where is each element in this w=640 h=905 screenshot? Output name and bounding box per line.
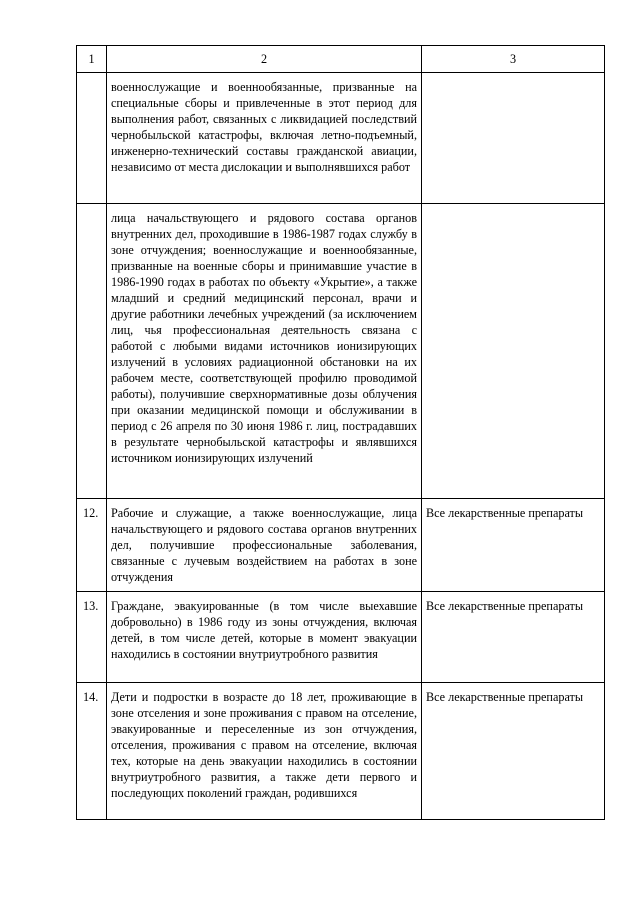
header-col-3: 3 (422, 46, 605, 73)
row-number (77, 73, 107, 204)
drug-coverage: Все лекарственные препараты (422, 683, 605, 820)
drug-coverage (422, 73, 605, 204)
row-number (77, 204, 107, 499)
header-col-2: 2 (107, 46, 422, 73)
table-header-row (77, 46, 605, 73)
table-row (77, 204, 605, 499)
drug-coverage: Все лекарственные препараты (422, 499, 605, 592)
table-row (77, 683, 605, 820)
beneficiary-category: Граждане, эвакуированные (в том числе выехавшие добровольно) в 1986 году из зоны отчуждения, включая детей, в том числе детей, которые в момент эвакуации находились в состоянии внутриутробного развития (107, 592, 422, 683)
row-number: 13. (77, 592, 107, 683)
drug-coverage (422, 204, 605, 499)
row-number: 12. (77, 499, 107, 592)
table-row (77, 592, 605, 683)
table-row (77, 499, 605, 592)
beneficiary-category: военнослужащие и военнообязанные, призванные на специальные сборы и привлеченные в этот период для выполнения работ, связанных с ликвидацией последствий чернобыльской катастрофы, включая летно-подъемный, инженерно-технический составы гражданской авиации, независимо от места дислокации и выполнявшихся работ (107, 73, 422, 204)
drug-coverage: Все лекарственные препараты (422, 592, 605, 683)
beneficiary-category: Рабочие и служащие, а также военнослужащие, лица начальствующего и рядового состава органов внутренних дел, получившие профессиональные заболевания, связанные с лучевым воздействием на работах в зоне отчуждения (107, 499, 422, 592)
benefits-table (76, 45, 605, 820)
header-col-1: 1 (77, 46, 107, 73)
beneficiary-category: лица начальствующего и рядового состава органов внутренних дел, проходившие в 1986-1987 годах службу в зоне отчуждения; военнослужащие и военнообязанные, призванные на военные сборы и принимавшие участие в 1986-1990 годах в работах по объекту «Укрытие», а также младший и средний медицинский персонал, врачи и другие работники лечебных учреждений (за исключением лиц, чья профессиональная деятельность связана с работой с любыми видами источников ионизирующих излучений в условиях радиационной обстановки на их рабочем месте, соответствующей профилю проводимой работы), получившие сверхнормативные дозы облучения при оказании медицинской помощи и обслуживании в период с 26 апреля по 30 июня 1986 г. лиц, пострадавших в результате чернобыльской катастрофы и являвшихся источником ионизирующих излучений (107, 204, 422, 499)
row-number: 14. (77, 683, 107, 820)
table-row (77, 73, 605, 204)
beneficiary-category: Дети и подростки в возрасте до 18 лет, проживающие в зоне отселения и зоне проживания с правом на отселение, эвакуированные и переселенные из зон отчуждения, отселения, проживания с правом на отселение, включая тех, которые на день эвакуации находились в состоянии внутриутробного развития, а также дети первого и последующих поколений граждан, родившихся (107, 683, 422, 820)
